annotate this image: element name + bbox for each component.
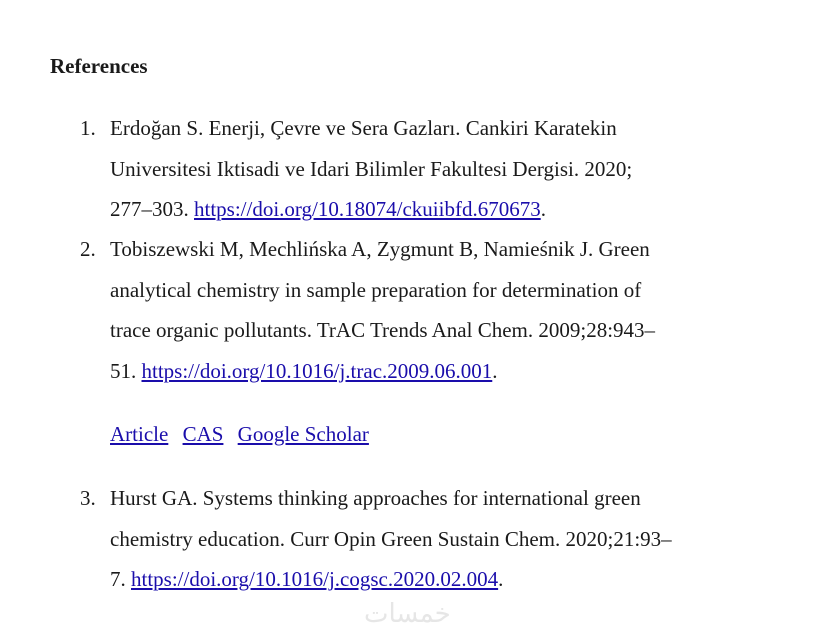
reference-tail: . bbox=[492, 358, 498, 383]
reference-tail: . bbox=[498, 567, 504, 591]
reference-line-last bbox=[110, 559, 770, 600]
reference-text bbox=[110, 108, 770, 230]
references-heading: References bbox=[50, 54, 148, 78]
reference-text bbox=[110, 478, 770, 600]
reference-line: trace organic pollutants. TrAC Trends Anal Chem. 2009;28:943– bbox=[110, 318, 656, 342]
doi-link[interactable]: https://doi.org/10.18074/ckuiibfd.670673 bbox=[194, 197, 541, 221]
doi-link[interactable]: https://doi.org/10.1016/j.trac.2009.06.001 bbox=[141, 358, 493, 383]
reference-line: analytical chemistry in sample preparation for determination of bbox=[110, 277, 642, 302]
reference-line-text: 7. bbox=[110, 567, 131, 591]
watermark-logo: خمسات bbox=[364, 599, 451, 629]
reference-line: Hurst GA. Systems thinking approaches for international green bbox=[110, 486, 641, 510]
reference-tail: . bbox=[540, 197, 546, 221]
cas-link[interactable]: CAS bbox=[182, 422, 224, 446]
reference-line-last bbox=[110, 351, 770, 392]
reference-line-text: 277–303. bbox=[110, 197, 194, 221]
reference-links bbox=[110, 420, 378, 448]
article-link[interactable]: Article bbox=[110, 422, 169, 446]
reference-text bbox=[110, 229, 770, 391]
reference-line: Tobiszewski M, Mechlińska A, Zygmunt B, Namieśnik J. Green bbox=[110, 237, 650, 261]
reference-line-last bbox=[110, 189, 770, 230]
reference-number: 2. bbox=[80, 237, 96, 261]
reference-line: chemistry education. Curr Opin Green Sustain Chem. 2020;21:93– bbox=[110, 526, 672, 551]
reference-number: 3. bbox=[80, 486, 96, 510]
reference-number: 1. bbox=[80, 116, 96, 140]
doi-link[interactable]: https://doi.org/10.1016/j.cogsc.2020.02.004 bbox=[131, 567, 499, 591]
reference-line: Erdoğan S. Enerji, Çevre ve Sera Gazları. Cankiri Karatekin bbox=[110, 116, 617, 140]
google-scholar-link[interactable]: Google Scholar bbox=[237, 422, 369, 446]
reference-line-text: 51. bbox=[110, 358, 142, 383]
reference-line: Universitesi Iktisadi ve Idari Bilimler Fakultesi Dergisi. 2020; bbox=[110, 156, 633, 181]
